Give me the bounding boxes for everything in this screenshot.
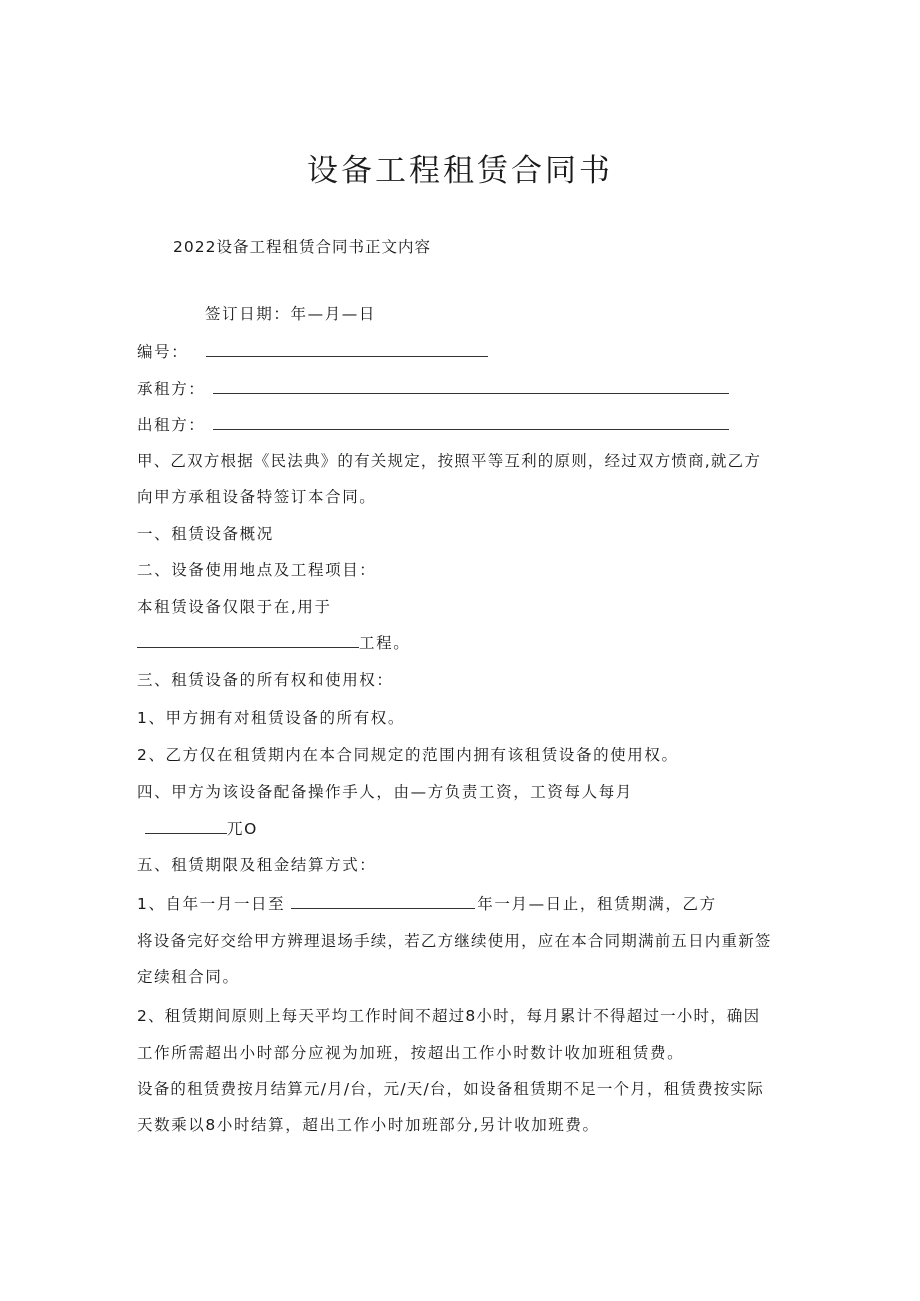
section-5-heading: 五、租赁期限及租金结算方式： [137, 856, 377, 874]
fee-line-1: 设备的租赁费按月结算元/月/台，元/天/台，如设备租赁期不足一个月，租赁费按实际 [137, 1080, 764, 1098]
section-3-heading: 三、租赁设备的所有权和使用权： [137, 671, 394, 689]
lessee-field [137, 377, 729, 399]
term-suffix: 年一月—日止，租赁期满，乙方 [477, 895, 717, 913]
wage-suffix: 兀O [227, 820, 258, 838]
project-suffix: 工程。 [359, 634, 411, 652]
section-1-heading: 一、租赁设备概况 [137, 525, 274, 543]
document-title: 设备工程租赁合同书 [307, 153, 613, 189]
section-5-item-2-line-2: 工作所需超出小时部分应视为加班，按超出工作小时数计收加班租赁费。 [137, 1044, 685, 1062]
intro-line-1: 甲、乙双方根据《民法典》的有关规定，按照平等互利的原则，经过双方愤商,就乙方 [137, 452, 762, 470]
lessor-field [137, 413, 729, 435]
lessee-label: 承租方： [137, 380, 206, 398]
lessee-blank [213, 381, 729, 394]
number-blank [206, 344, 488, 357]
lessor-blank [213, 417, 729, 430]
section-3-item-2: 2、乙方仅在租赁期内在本合同规定的范围内拥有该租赁设备的使用权。 [137, 746, 679, 764]
section-2-text: 本租赁设备仅限于在,用于 [137, 598, 332, 616]
section-4-text: 四、甲方为该设备配备操作手人，由—方负责工资，工资每人每月 [137, 783, 633, 801]
section-5-item-1 [137, 892, 717, 914]
section-5-item-1-line-2: 将设备完好交给甲方辨理退场手续，若乙方继续使用，应在本合同期满前五日内重新签 [137, 932, 772, 950]
lessor-label: 出租方： [137, 416, 206, 434]
sign-date: 签订日期：年—月—日 [205, 305, 377, 323]
number-field [137, 340, 488, 362]
section-5-item-1-line-3: 定续租合同。 [137, 968, 240, 986]
section-2-heading: 二、设备使用地点及工程项目： [137, 561, 377, 579]
section-4-wage [137, 817, 258, 839]
term-prefix: 1、自年一月一日至 [137, 895, 286, 913]
section-3-item-1: 1、甲方拥有对租赁设备的所有权。 [137, 709, 405, 727]
intro-line-2: 向甲方承租设备特签订本合同。 [137, 488, 377, 506]
section-2-project [137, 631, 410, 653]
term-blank [291, 896, 475, 909]
section-5-item-2-line-1: 2、租赁期间原则上每天平均工作时间不超过8小时，每月累计不得超过一小时，确因 [137, 1007, 761, 1025]
project-blank [137, 635, 359, 648]
number-label: 编号： [137, 343, 189, 361]
subtitle: 2022设备工程租赁合同书正文内容 [173, 238, 431, 256]
wage-blank [145, 821, 227, 834]
fee-line-2: 天数乘以8小时结算，超出工作小时加班部分,另计收加班费。 [137, 1116, 600, 1134]
